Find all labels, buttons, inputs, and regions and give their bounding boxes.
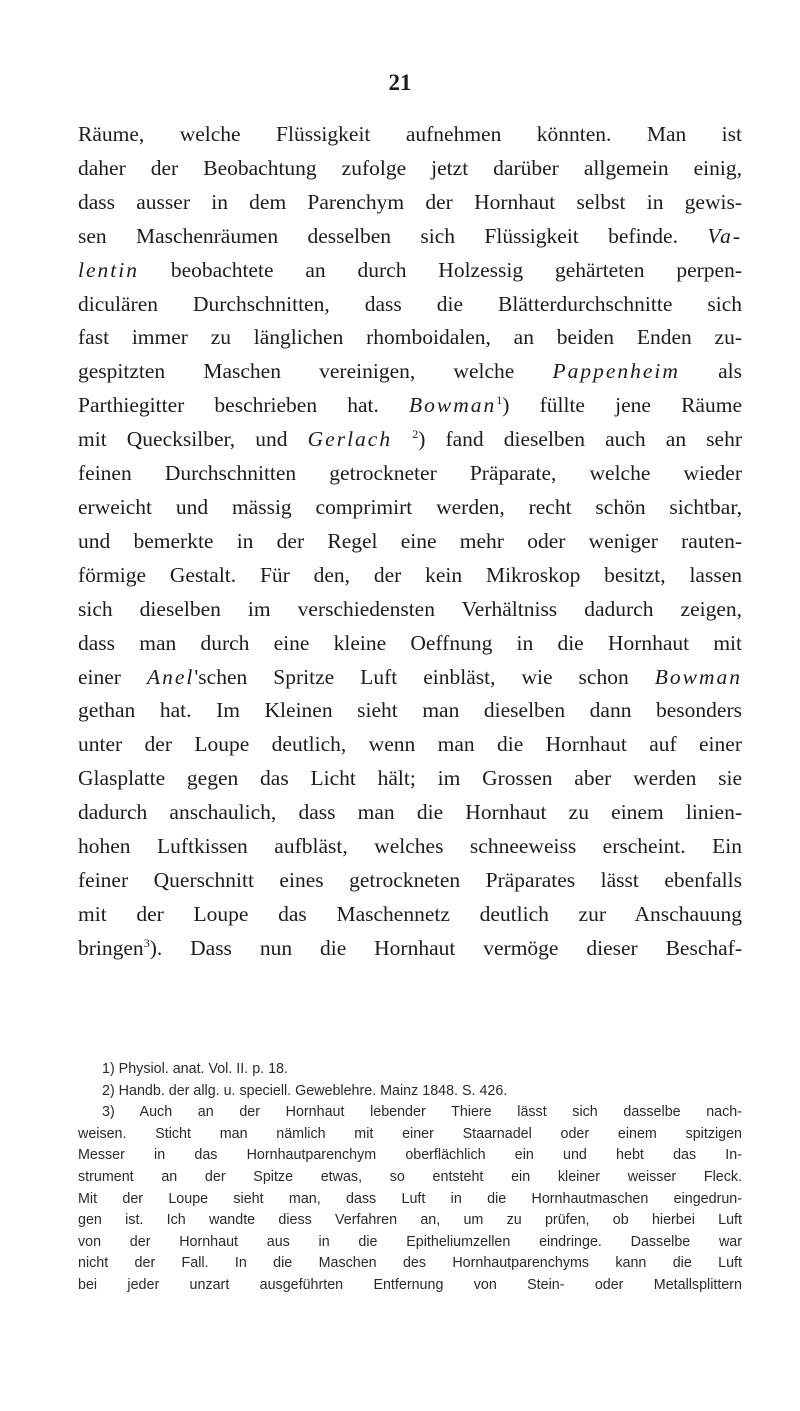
text-line [78, 254, 742, 288]
text-run: erweicht und mässig comprimirt werden, recht schön sichtbar, [78, 494, 742, 519]
text-run: ). Dass nun die Hornhaut vermöge dieser Beschaf- [149, 935, 742, 960]
footnote-line: von der Hornhaut aus in die Epitheliumzellen eindringe. Dasselbe war [78, 1233, 742, 1250]
text-line [78, 593, 742, 627]
footnote-line: weisen. Sticht man nämlich mit einer Staarnadel oder einem spitzigen [78, 1125, 742, 1142]
text-line [78, 525, 742, 559]
footnote-line: 2) Handb. der allg. u. speciell. Geweblehre. Mainz 1848. S. 426. [102, 1082, 508, 1099]
footnote-marker: 2 [412, 427, 419, 442]
text-run: sen Maschenräumen desselben sich Flüssigkeit befinde. [78, 223, 708, 248]
text-line [78, 152, 742, 186]
footnote-line: strument an der Spitze etwas, so entsteht ein kleiner weisser Fleck. [78, 1168, 742, 1185]
footnote-line: 1) Physiol. anat. Vol. II. p. 18. [102, 1061, 288, 1077]
text-run: einer [78, 664, 147, 689]
text-line [78, 355, 742, 389]
text-run: bringen [78, 935, 144, 960]
text-line [78, 220, 742, 254]
text-line [78, 796, 742, 830]
text-run: ) füllte jene Räume [502, 393, 742, 418]
text-line [78, 627, 742, 661]
author-name: Anel [147, 664, 195, 689]
text-run: hohen Luftkissen aufbläst, welches schneeweiss erscheint. Ein [78, 834, 742, 859]
text-line [78, 186, 742, 220]
text-run: beobachtete an durch Holzessig gehärteten perpen- [138, 257, 742, 282]
text-run: gethan hat. Im Kleinen sieht man dieselben dann besonders [78, 698, 742, 723]
text-run: dass ausser in dem Parenchym der Hornhaut selbst in gewis- [78, 189, 742, 214]
text-line [78, 457, 742, 491]
text-run: daher der Beobachtung zufolge jetzt darüber allgemein einig, [78, 155, 742, 180]
text-line [78, 423, 742, 457]
text-line [78, 694, 742, 728]
page-number: 21 [388, 70, 412, 95]
text-line [78, 389, 742, 423]
text-line [78, 118, 742, 152]
text-line [78, 288, 742, 322]
text-run: dass man durch eine kleine Oeffnung in die Hornhaut mit [78, 630, 742, 655]
footnote-line: Mit der Loupe sieht man, dass Luft in die Hornhautmaschen eingedrun- [78, 1190, 742, 1207]
text-line [78, 728, 742, 762]
footnote-line: 3) Auch an der Hornhaut lebender Thiere lässt sich dasselbe nach- [102, 1104, 742, 1121]
text-run: diculären Durchschnitten, dass die Blätterdurchschnitte sich [78, 291, 742, 316]
text-line [78, 932, 742, 966]
text-line [78, 661, 742, 695]
text-run: fast immer zu länglichen rhomboidalen, an beiden Enden zu- [78, 325, 742, 350]
text-run: und bemerkte in der Regel eine mehr oder weniger rauten- [78, 528, 742, 553]
text-run: Räume, welche Flüssigkeit aufnehmen könnten. Man ist [78, 122, 742, 146]
footnotes [78, 1059, 742, 1297]
text-run: mit der Loupe das Maschennetz deutlich zur Anschauung [78, 901, 742, 926]
footnote-marker: 1 [496, 393, 503, 408]
text-line [78, 321, 742, 355]
footnote-line: gen ist. Ich wandte diess Verfahren an, um zu prüfen, ob hierbei Luft [78, 1212, 742, 1229]
author-name: lentin [78, 257, 139, 282]
author-name: Bowman [409, 393, 497, 418]
text-run: feiner Querschnitt eines getrockneten Präparates lässt ebenfalls [78, 867, 742, 892]
author-name: Pappenheim [552, 359, 680, 384]
text-run [392, 427, 412, 451]
footnote-line: nicht der Fall. In die Maschen des Hornhautparenchyms kann die Luft [78, 1255, 742, 1272]
text-run: dadurch anschaulich, dass man die Hornhaut zu einem linien- [78, 800, 742, 825]
text-line [78, 898, 742, 932]
author-name: Bowman [654, 664, 742, 689]
text-run: Parthiegitter beschrieben hat. [78, 393, 410, 418]
text-run: förmige Gestalt. Für den, der kein Mikroskop besitzt, lassen [78, 562, 742, 587]
text-run: gespitzten Maschen vereinigen, welche [78, 359, 553, 384]
text-line [78, 559, 742, 593]
text-run: als [679, 359, 742, 384]
text-run: mit Quecksilber, und [78, 427, 308, 452]
text-line [78, 762, 742, 796]
text-run: unter der Loupe deutlich, wenn man die Hornhaut auf einer [78, 732, 742, 757]
footnote-line: bei jeder unzart ausgeführten Entfernung von Stein- oder Metallsplittern [78, 1276, 742, 1293]
text-run: 'schen Spritze Luft einbläst, wie schon [194, 664, 655, 689]
author-name: Gerlach [307, 427, 393, 452]
text-run: ) fand dieselben auch an sehr [418, 427, 742, 452]
footnote-line: Messer in das Hornhautparenchym oberflächlich ein und hebt das In- [78, 1147, 742, 1164]
body-text [78, 118, 742, 966]
text-run: feinen Durchschnitten getrockneter Präparate, welche wieder [78, 461, 742, 486]
text-run: Glasplatte gegen das Licht hält; im Grossen aber werden sie [78, 766, 742, 791]
text-line [78, 864, 742, 898]
text-line [78, 830, 742, 864]
text-run: sich dieselben im verschiedensten Verhältniss dadurch zeigen, [78, 596, 742, 621]
text-line [78, 491, 742, 525]
author-name: Va- [707, 223, 742, 248]
footnote-marker: 3 [143, 935, 150, 950]
